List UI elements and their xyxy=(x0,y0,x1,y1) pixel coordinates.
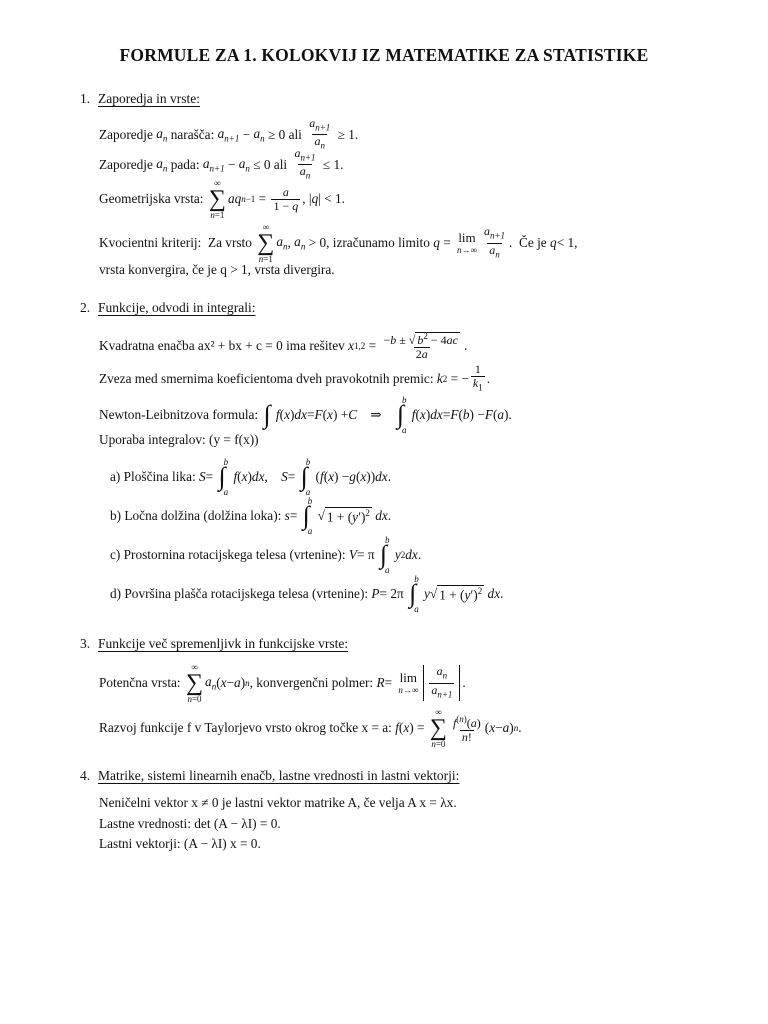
formula-newton-leibniz: Newton-Leibnitzova formula: ∫ f ( x ) dx = F ( x ) + C ⇒ ∫ b a f ( x ) dx = F ( b ) − F ( a ). xyxy=(99,395,512,435)
page-title: FORMULE ZA 1. KOLOKVIJ IZ MATEMATIKE ZA STATISTIKE xyxy=(119,45,649,65)
eigenvectors-equation: Lastni vektorji: (A − λI) x = 0. xyxy=(99,836,261,851)
formula-increasing: Zaporedje $a_n$ narašča: $a_{n+1}$ − $a_n$ ≥ 0 ali $\frac{a_{n+1}}{a_n}$ ≥ 1. xyxy=(99,116,359,151)
ratio-test-conclusion: vrsta konvergira, če je q > 1, vrsta divergira. xyxy=(99,262,335,277)
formula-decreasing: Zaporedje $a_n$ pada: $a_{n+1}$ − $a_n$ ≤ 0 ali $\frac{a_{n+1}}{a_n}$ ≤ 1. xyxy=(99,146,344,181)
section-heading-2: 2. Funkcije, odvodi in integrali: xyxy=(80,300,256,315)
formula-quadratic: Kvadratna enačba ax² + bx + c = 0 ima rešitev x 1,2 = $\frac{-b \pm √ b^2 - 4ac}{2a}$ . xyxy=(99,331,468,361)
eigenvalues-equation: Lastne vrednosti: det (A − λI) = 0. xyxy=(99,816,281,831)
section-heading-1: 1. Zaporedja in vrste: xyxy=(80,91,200,106)
formula-surface-area: d) Površina plašča rotacijskega telesa (vrtenine): P = 2π ∫ b a y √ $1 + (y')^2$ dx . xyxy=(110,574,504,614)
formula-power-series: Potenčna vrsta: ∞ ∑ n=0 $a_n$ ( x − a ) n , konvergenčni polmer: R = lim n→∞ $\frac{a_n}{a_{n+1}}$ . xyxy=(99,662,466,704)
section-heading-4: 4. Matrike, sistemi linearnih enačb, lastne vrednosti in lastni vektorji: xyxy=(80,768,460,783)
integral-uses-heading: Uporaba integralov: (y = f(x)) xyxy=(99,432,259,447)
formula-ratio-test: Kvocientni kriterij: Za vrsto ∞ ∑ n=1 $a_n$ , $a_n$ > 0, izračunamo limito q = lim n→∞ $\frac{a_{n+1}}{a_n}$ . Če je q < 1, xyxy=(99,222,578,264)
formula-geometric-series: Geometrijska vrsta: ∞ ∑ n=1 aq n−1 = $\frac{a}{1 - q}$ , | q | < 1. xyxy=(99,178,346,220)
formula-arc-length: b) Ločna dolžina (dolžina loka): s = ∫ b a √ $1 + (y')^2$ dx . xyxy=(110,496,392,536)
formula-area: a) Ploščina lika: S = ∫ b a f ( x ) dx , S = ∫ b a ( f ( x ) − g ( x )) dx . xyxy=(110,457,392,497)
section-heading-3: 3. Funkcije več spremenljivk in funkcijske vrste: xyxy=(80,636,349,651)
formula-taylor-series: Razvoj funkcije f v Taylorjevo vrsto okrog točke x = a: f ( x ) = ∞ ∑ n=0 $\frac{f^{(n)}(a)}{n!}$ ( x − a ) n . xyxy=(99,707,522,749)
formula-perpendicular-lines: Zveza med smernima koeficientoma dveh pravokotnih premic: k 2 = − $\frac{1}{k_1}$ . xyxy=(99,362,491,393)
eigenvector-definition: Neničelni vektor x ≠ 0 je lastni vektor matrike A, če velja A x = λx. xyxy=(99,795,457,810)
formula-volume: c) Prostornina rotacijskega telesa (vrtenine): V = π ∫ b a y 2 dx . xyxy=(110,535,422,575)
